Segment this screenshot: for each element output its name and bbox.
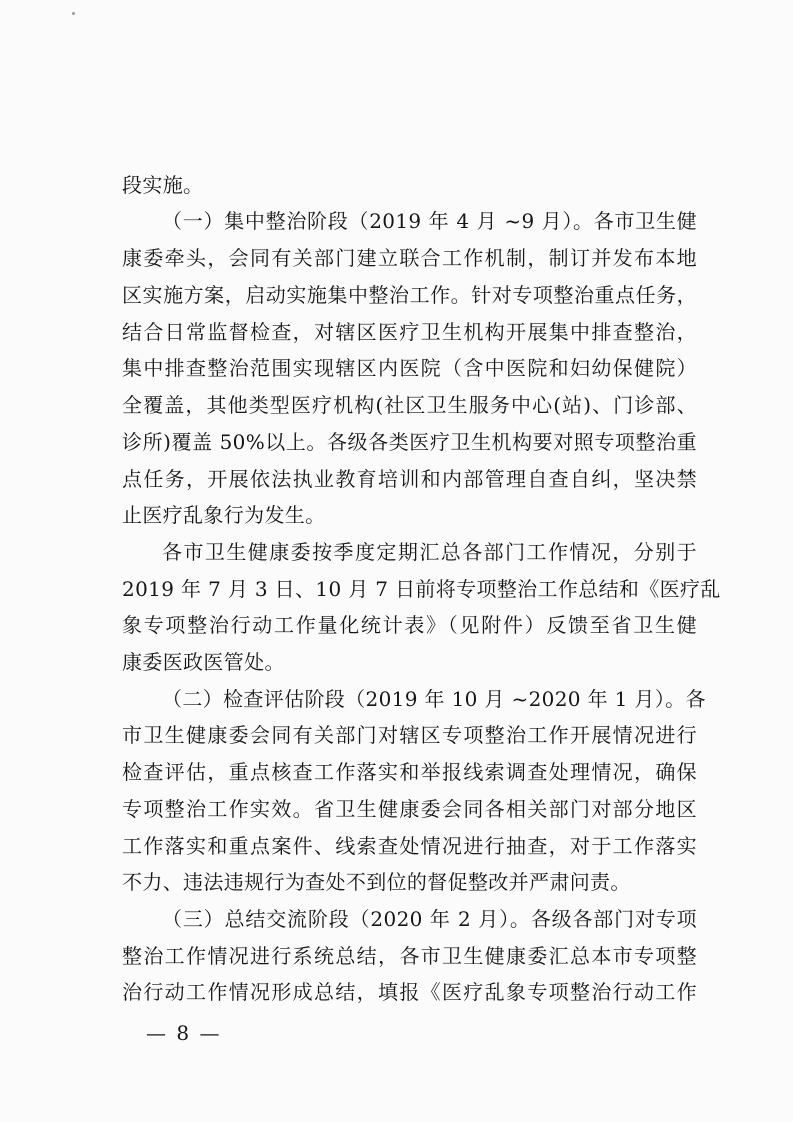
text-line: 全覆盖，其他类型医疗机构(社区卫生服务中心(站)、门诊部、 bbox=[122, 393, 697, 417]
text-line: （三）总结交流阶段（2020 年 2 月）。各级各部门对专项 bbox=[162, 907, 697, 931]
text-line: 康委牵头，会同有关部门建立联合工作机制，制订并发布本地 bbox=[122, 246, 697, 270]
text-line: 诊所)覆盖 50%以上。各级各类医疗卫生机构要对照专项整治重 bbox=[122, 430, 697, 454]
text-line: 康委医政医管处。 bbox=[122, 650, 285, 674]
text-line: 2019 年 7 月 3 日、10 月 7 日前将专项整治工作总结和《医疗乱 bbox=[122, 577, 721, 601]
text-line: 整治工作情况进行系统总结，各市卫生健康委汇总本市专项整 bbox=[122, 944, 697, 968]
text-line: 区实施方案，启动实施集中整治工作。针对专项整治重点任务， bbox=[122, 283, 697, 307]
text-line: 段实施。 bbox=[122, 173, 204, 197]
text-line: 检查评估，重点核查工作落实和举报线索调查处理情况，确保 bbox=[122, 760, 697, 784]
text-line: 专项整治工作实效。省卫生健康委会同各相关部门对部分地区 bbox=[122, 797, 697, 821]
text-line: 点任务，开展依法执业教育培训和内部管理自查自纠，坚决禁 bbox=[122, 467, 697, 491]
text-line: （一）集中整治阶段（2019 年 4 月 ~9 月）。各市卫生健 bbox=[162, 209, 697, 233]
page-number: — 8 — bbox=[146, 1021, 222, 1045]
text-line: 工作落实和重点案件、线索查处情况进行抽查，对于工作落实 bbox=[122, 834, 697, 858]
text-line: 止医疗乱象行为发生。 bbox=[122, 503, 326, 527]
text-line: 象专项整治行动工作量化统计表》（见附件）反馈至省卫生健 bbox=[122, 613, 697, 637]
text-line: 集中排查整治范围实现辖区内医院（含中医院和妇幼保健院） bbox=[122, 356, 697, 380]
text-line: （二）检查评估阶段（2019 年 10 月 ~2020 年 1 月）。各 bbox=[162, 687, 706, 711]
text-line: 不力、违法违规行为查处不到位的督促整改并严肃问责。 bbox=[122, 870, 631, 894]
text-line: 各市卫生健康委按季度定期汇总各部门工作情况，分别于 bbox=[162, 540, 697, 564]
scan-speck bbox=[72, 12, 75, 15]
text-line: 结合日常监督检查，对辖区医疗卫生机构开展集中排查整治， bbox=[122, 320, 697, 344]
text-line: 市卫生健康委会同有关部门对辖区专项整治工作开展情况进行 bbox=[122, 723, 697, 747]
text-line: 治行动工作情况形成总结，填报《医疗乱象专项整治行动工作 bbox=[122, 980, 697, 1004]
